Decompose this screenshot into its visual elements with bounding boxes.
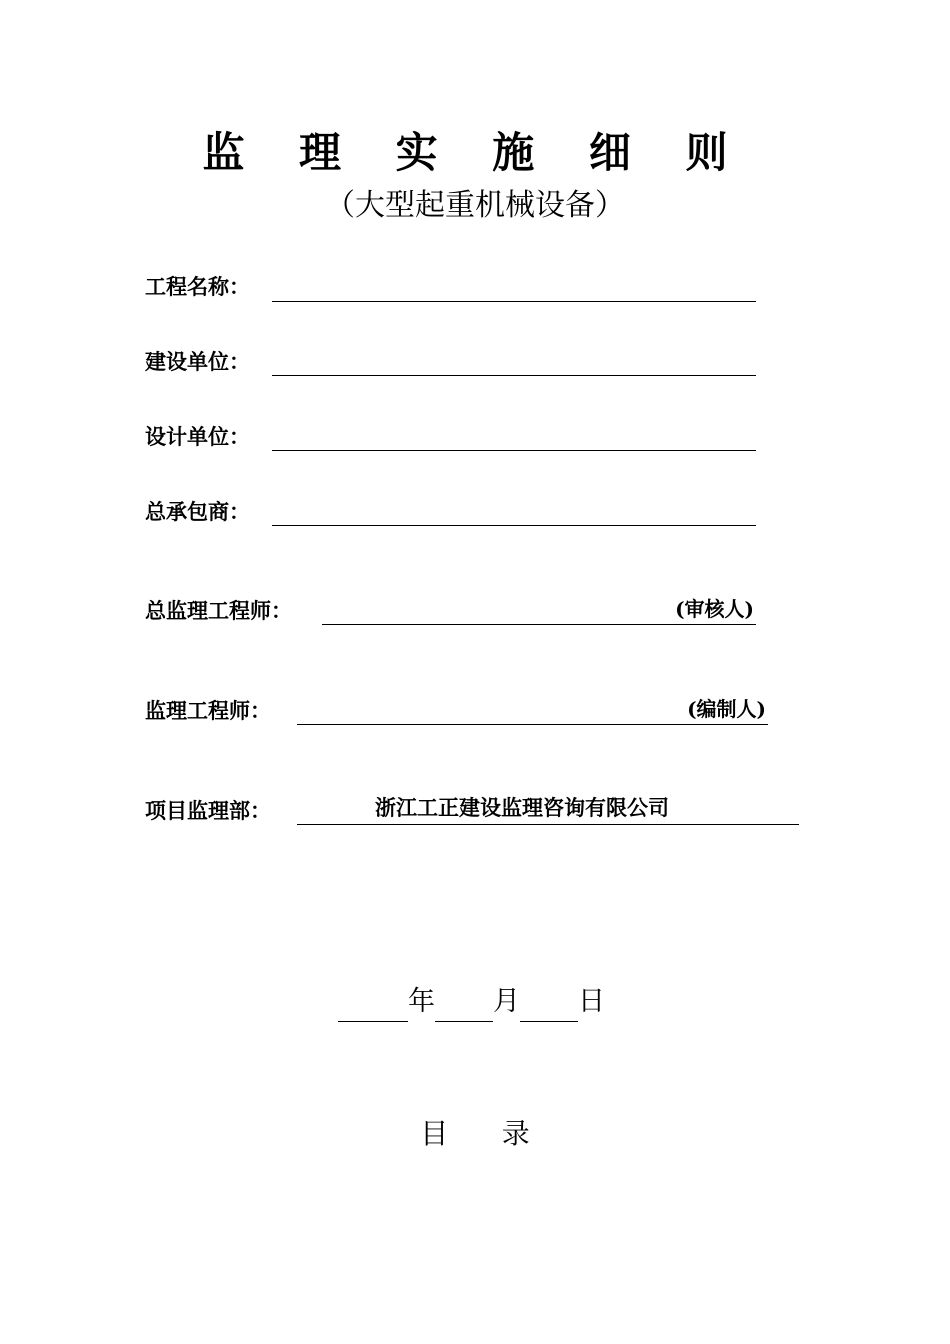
design-unit-label: 设计单位： (145, 424, 250, 449)
general-contractor-label: 总承包商： (145, 499, 250, 524)
day-field[interactable] (520, 987, 578, 1022)
month-field[interactable] (435, 987, 493, 1022)
project-department-label: 项目监理部： (145, 798, 271, 823)
year-label: 年 (408, 986, 435, 1017)
construction-unit-field[interactable] (272, 345, 756, 376)
document-title: 监 理 实 施 细 则 (202, 128, 748, 177)
toc-heading: 目 录 (420, 1117, 530, 1150)
chief-engineer-role-note: (审核人) (675, 597, 754, 621)
supervising-engineer-role-note: (编制人) (687, 697, 766, 721)
date-row (338, 982, 605, 1022)
document-subtitle: （大型起重机械设备） (325, 188, 625, 223)
chief-engineer-label: 总监理工程师： (145, 598, 292, 623)
year-field[interactable] (338, 987, 408, 1022)
project-department-value: 浙江工正建设监理咨询有限公司 (375, 795, 669, 820)
project-name-label: 工程名称： (145, 274, 250, 299)
design-unit-field[interactable] (272, 420, 756, 451)
construction-unit-label: 建设单位： (145, 349, 250, 374)
day-label: 日 (578, 986, 605, 1017)
project-name-field[interactable] (272, 271, 756, 302)
general-contractor-field[interactable] (272, 495, 756, 526)
month-label: 月 (493, 986, 520, 1017)
supervising-engineer-label: 监理工程师： (145, 698, 271, 723)
